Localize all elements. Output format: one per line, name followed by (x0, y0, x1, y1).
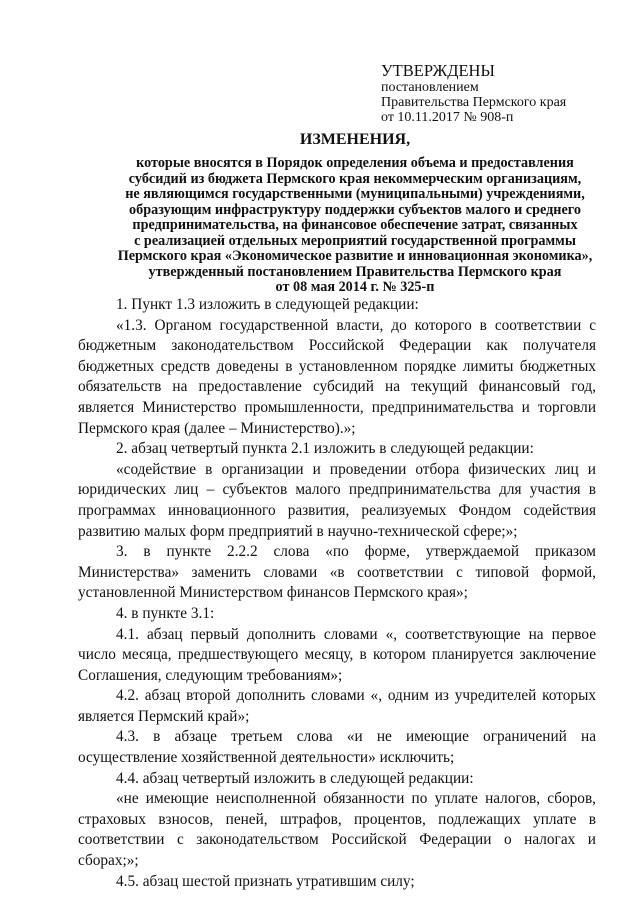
paragraph: «1.3. Органом государственной власти, до которого в соответствии с бюджетным законодательством Российской Федерации как получателя бюджетных средств доведены в установленном порядке лимиты бюджетных обязательств на предоставление субсидий на текущий финансовый год, является Министерство промышленности, предпринимательства и торговли Пермского края (далее – Министерство).»; (78, 316, 596, 437)
approval-stamp-title: УТВЕРЖДЕНЫ (381, 61, 495, 80)
subtitle-line: от 08 мая 2014 г. № 325-п (275, 279, 435, 295)
approval-date-number: от 10.11.2017 № 908-п (381, 110, 514, 125)
approval-line: Правительства Пермского края (381, 95, 567, 110)
paragraph: 4.2. абзац второй дополнить словами «, одним из учредителей которых является Пермский край»; (78, 687, 596, 725)
approval-line: постановлением (381, 80, 479, 95)
subtitle-line: которые вносятся в Порядок определения объема и предоставления (136, 155, 574, 171)
subtitle-line: Пермского края «Экономическое развитие и инновационная экономика», (117, 248, 593, 264)
subtitle-line: с реализацией отдельных мероприятий государственной программы (134, 232, 576, 249)
subtitle-line: субсидий из бюджета Пермского края некоммерческим организациям, (128, 170, 582, 187)
subtitle-line: не являющимся государственными (муниципальными) учреждениями, (125, 186, 585, 202)
paragraph: 3. в пункте 2.2.2 слова «по форме, утверждаемой приказом Министерства» заменить словами «в соответствии с типовой формой, установленной Министерством финансов Пермского края»; (78, 543, 596, 602)
document-body (78, 295, 596, 892)
subtitle-line: образующим инфраструктуру поддержки субъектов малого и среднего (129, 201, 581, 218)
document-heading (85, 130, 625, 296)
paragraph: 4.3. в абзаце третьем слова «и не имеющие ограничений на осуществление хозяйственной деятельности» исключить; (78, 728, 596, 767)
paragraph: 4.1. абзац первый дополнить словами «, соответствующие на первое число месяца, предшествующего месяцу, в котором планируется заключение Соглашения, следующим требованиям»; (78, 625, 596, 684)
approval-block (381, 62, 566, 125)
paragraph: 4.4. абзац четвертый изложить в следующей редакции: (116, 769, 474, 787)
paragraph: 4.5. абзац шестой признать утратившим силу; (116, 872, 415, 890)
subtitle-line: предпринимательства, на финансовое обеспечение затрат, связанных (132, 217, 578, 233)
paragraph: «не имеющие неисполненной обязанности по уплате налогов, сборов, страховых взносов, пеней, штрафов, процентов, подлежащих уплате в соответствии с законодательством Российской Федерации о налогах и сборах;»; (78, 790, 596, 870)
document-title: ИЗМЕНЕНИЯ, (299, 131, 411, 148)
paragraph: «содействие в организации и проведении отбора физических лиц и юридических лиц – субъектов малого предпринимательства для участия в программах инновационного развития, реализуемых Фондом содействия развитию малых форм предприятий в научно-технической сфере;»; (78, 460, 596, 540)
document-subtitle (85, 156, 625, 296)
paragraph: 1. Пункт 1.3 изложить в следующей редакции: (116, 296, 419, 313)
paragraph: 4. в пункте 3.1: (116, 604, 215, 622)
paragraph: 2. абзац четвертый пункта 2.1 изложить в следующей редакции: (116, 440, 534, 458)
subtitle-line: утвержденный постановлением Правительства Пермского края (148, 263, 562, 280)
